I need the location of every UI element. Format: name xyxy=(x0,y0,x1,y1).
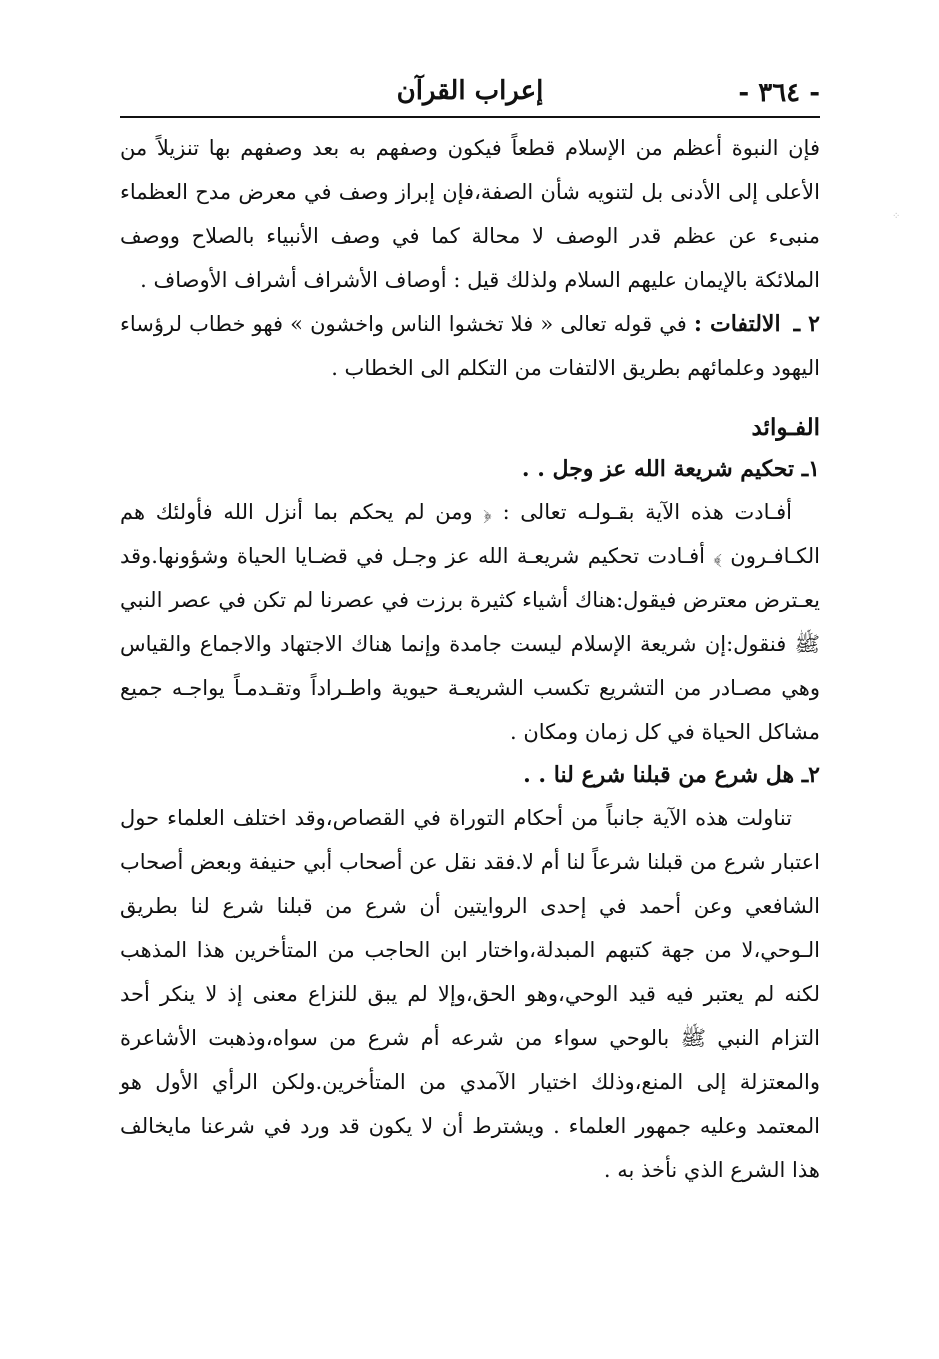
book-title: إعراب القرآن xyxy=(396,76,544,106)
point-2-paragraph xyxy=(120,302,820,390)
page-number: - ٣٦٤ - xyxy=(738,78,820,108)
benefit-1-heading: ١ـ تحكيم شريعة الله عز وجل . . xyxy=(521,456,820,482)
benefit-1-text: أفـادت هذه الآية بقـولـه تعالى : ﴿ ومن لم يحكم بما أنزل الله فأولئك هم الكـافـرون ﴾ أفـادت تحكيم شريعـة الله عز وجـل في قضـايا الحياة وشؤونها.وقد يعـترض معترض فيقول:هناك أشياء كثيرة برزت في عصرنا لم تكن في عصر النبي ﷺ فنقول:إن شريعة الإسلام ليست جامدة وإنما هناك الاجتهاد والاجماع والقياس وهي مصـادر من التشريع تكسب الشريعـة حيوية واطـراداً وتقـدمـاً يواجـه جميع مشاكل الحياة في كل زمان ومكان . xyxy=(120,500,820,744)
benefit-2-text: تناولت هذه الآية جانباً من أحكام التوراة في القصاص،وقد اختلف العلماء حول اعتبار شرع من قبلنا شرعاً لنا أم لا.فقد نقل عن أصحاب أبي حنيفة وبعض أصحاب الشافعي وعن أحمد في إحدى الروايتين أن شرع من قبلنا شرع لنا بطريق الـوحي،لا من جهة كتبهم المبدلة،واختار ابن الحاجب من المتأخرين هذا المذهب لكنه لم يعتبر فيه قيد الوحي،وهو الحق،وإلا لم يبق للنزاع معنى إذ لا ينكر أحد التزام النبي ﷺ بالوحي سواء من شرعه أم شرع من سواه،وذهبت الأشاعرة والمعتزلة إلى المنع،وذلك اختيار الآمدي من المتأخرين.ولكن الرأي الأول هو المعتمد وعليه جمهور العلماء . ويشترط أن لا يكون قد ورد في شرعنا مايخالف هذا الشرع الذي نأخذ به . xyxy=(120,806,820,1182)
scan-speck: ⁘ xyxy=(892,211,901,222)
point-2-number: ٢ ـ xyxy=(793,311,820,337)
running-header xyxy=(120,72,820,118)
point-2-text: في قوله تعالى « فلا تخشوا الناس واخشون » فهو خطاب لرؤساء اليهود وعلمائهم بطريق الالتفات من التكلم الى الخطاب . xyxy=(120,312,820,380)
benefit-2-heading: ٢ـ هل شرع من قبلنا شرع لنا . . xyxy=(523,762,820,788)
benefits-heading: الفـوائد xyxy=(751,414,820,441)
point-2-title: الالتفات : xyxy=(693,311,781,337)
intro-paragraph: فإن النبوة أعظم من الإسلام قطعاً فيكون وصفهم به بعد وصفهم بها تنزيلاً من الأعلى إلى الأدنى بل لتنويه شأن الصفة،فإن إبراز وصف في معرض مدح العظماء منبىء عن عظم قدر الوصف لا محالة كما في وصف الأنبياء بالصلاح ووصف الملائكة بالإيمان عليهم السلام ولذلك قيل : أوصاف الأشراف أشراف الأوصاف . xyxy=(120,136,820,292)
page-content xyxy=(120,72,820,1192)
